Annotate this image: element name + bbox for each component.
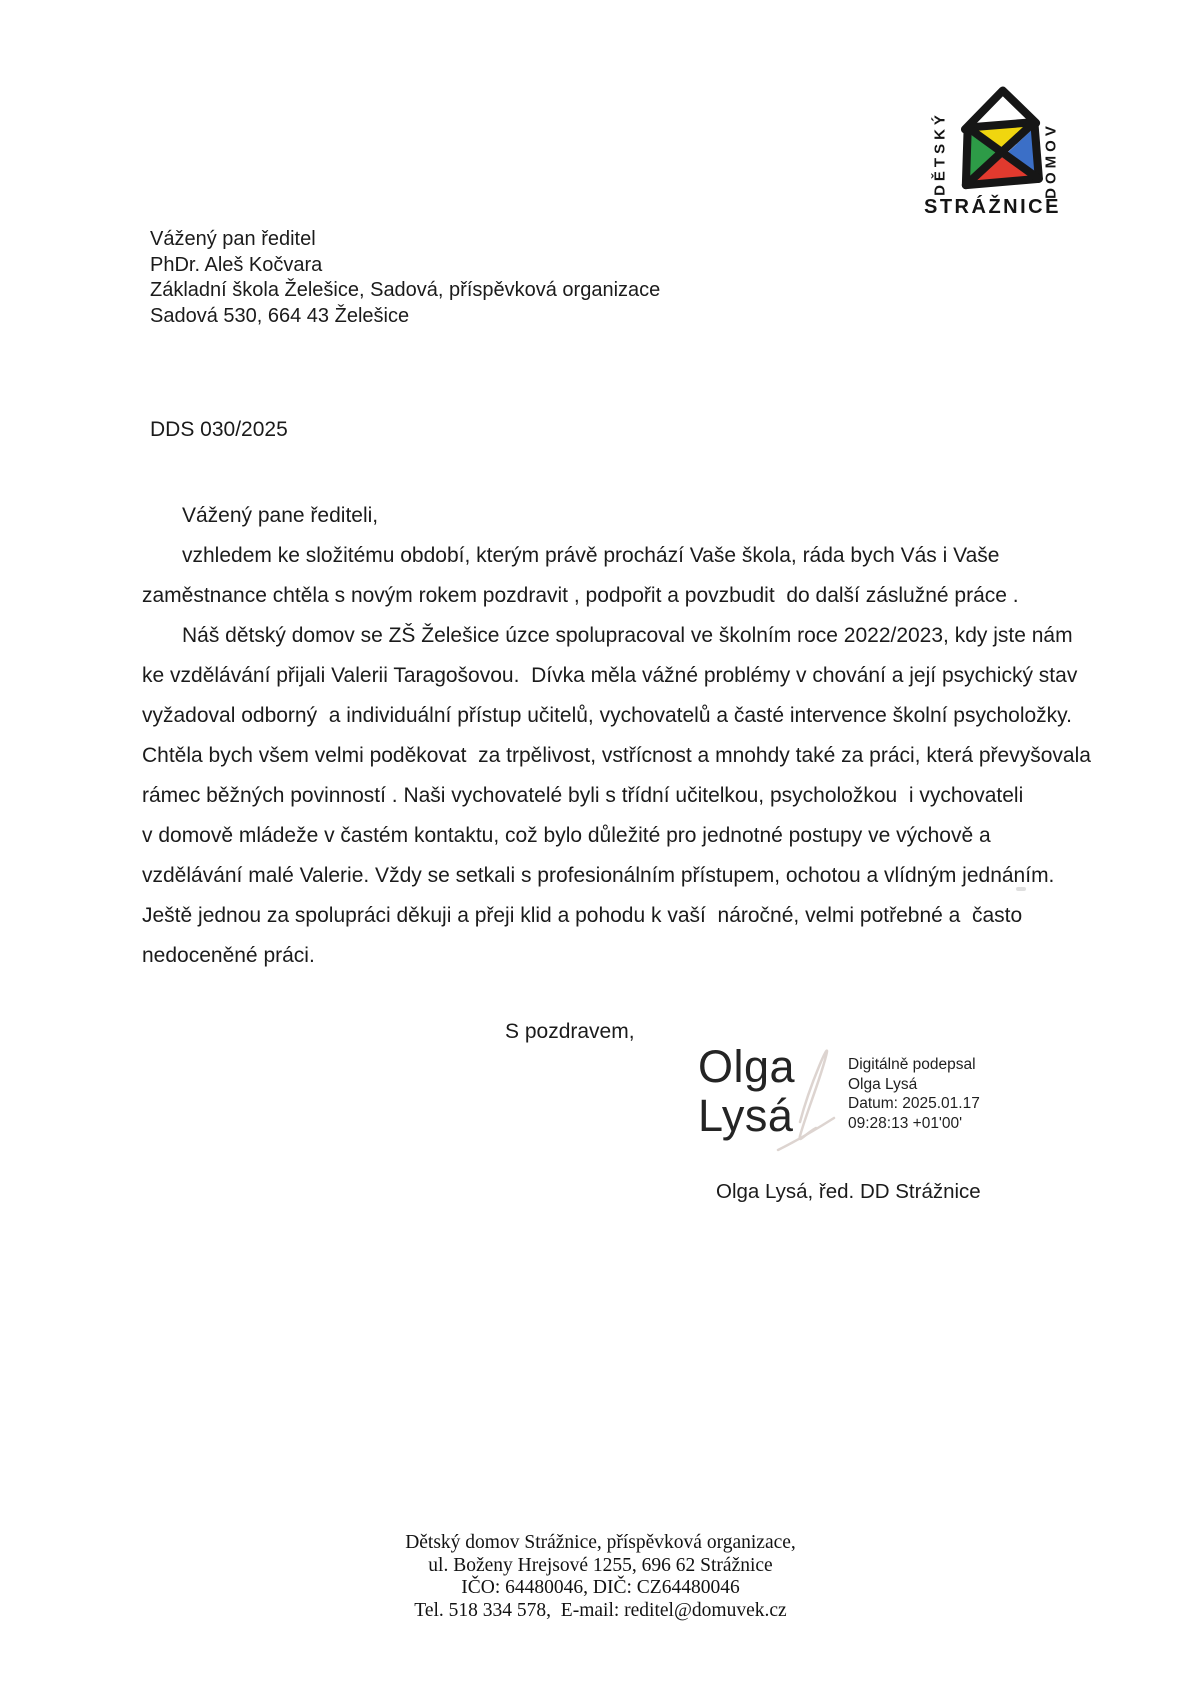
digital-signature-details <box>848 1055 980 1133</box>
reference-number: DDS 030/2025 <box>150 418 288 441</box>
body-line: Náš dětský domov se ZŠ Želešice úzce spolupracoval ve školním roce 2022/2023, kdy jste nám <box>182 624 1073 647</box>
body-line: Ještě jednou za spolupráci děkuji a přeji klid a pohodu k vaší náročné, velmi potřebné a často <box>142 904 1023 927</box>
body-line: vyžadoval odborný a individuální přístup učitelů, vychovatelů a časté intervence školní psycholožky. <box>142 704 1072 727</box>
logo-text-detsky: DĚTSKÝ <box>931 111 949 196</box>
recipient-line: Sadová 530, 664 43 Želešice <box>150 304 410 327</box>
body-line: rámec běžných povinností . Naši vychovatelé byli s třídní učitelkou, psycholožkou i vychovateli <box>142 784 1024 807</box>
recipient-address-block <box>150 227 660 329</box>
digital-signature-line: Digitálně podepsal <box>848 1056 976 1073</box>
body-line: v domově mládeže v častém kontaktu, což bylo důležité pro jednotné postupy ve výchově a <box>142 824 991 847</box>
recipient-line: Vážený pan ředitel <box>150 228 316 250</box>
body-line: Chtěla bych všem velmi poděkovat za trpělivost, vstřícnost a mnohdy také za práci, která převyšovala <box>142 744 1091 767</box>
signer-title: Olga Lysá, řed. DD Strážnice <box>716 1180 981 1203</box>
detsky-domov-straznice-logo <box>860 70 1080 230</box>
body-line: nedoceněné práci. <box>142 944 315 967</box>
signature-name-line: Olga <box>698 1041 796 1092</box>
footer-line: Dětský domov Strážnice, příspěvková organizace, <box>405 1532 796 1553</box>
body-line: vzdělávání malé Valerie. Vždy se setkali s profesionálním přístupem, ochotou a vlídným jednáním. <box>142 864 1055 887</box>
house-logo-icon <box>956 84 1046 198</box>
body-line: vzhledem ke složitému období, kterým právě prochází Vaše škola, ráda bych Vás i Vaše <box>182 544 1000 567</box>
footer-line: Tel. 518 334 578, E-mail: reditel@domuvek.cz <box>414 1599 787 1621</box>
salutation: Vážený pane řediteli, <box>182 504 379 527</box>
body-line: ke vzdělávání přijali Valerii Taragošovou. Dívka měla vážné problémy v chování a její psychický stav <box>142 664 1078 687</box>
body-line: zaměstnance chtěla s novým rokem pozdravit , podpořit a povzbudit do další záslužné práce . <box>142 584 1019 607</box>
valediction: S pozdravem, <box>505 1020 635 1043</box>
digital-signature-line: Olga Lysá <box>848 1075 918 1093</box>
recipient-line: Základní škola Želešice, Sadová, příspěvková organizace <box>150 279 661 301</box>
organization-footer <box>11 1532 1190 1622</box>
recipient-line: PhDr. Aleš Kočvara <box>150 253 323 276</box>
digital-signature-line: Datum: 2025.01.17 <box>848 1095 980 1112</box>
digital-signature-line: 09:28:13 +01'00' <box>848 1114 963 1132</box>
signature-name-line: Lysá <box>698 1090 794 1141</box>
logo-text-straznice: STRÁŽNICE <box>924 196 1061 218</box>
footer-line: IČO: 64480046, DIČ: CZ64480046 <box>461 1577 740 1598</box>
letter-body <box>142 496 1122 976</box>
scan-artifact <box>1016 887 1026 891</box>
logo-text-domov: DOMOV <box>1042 122 1060 199</box>
footer-line: ul. Boženy Hrejsové 1255, 696 62 Strážnice <box>428 1554 773 1576</box>
